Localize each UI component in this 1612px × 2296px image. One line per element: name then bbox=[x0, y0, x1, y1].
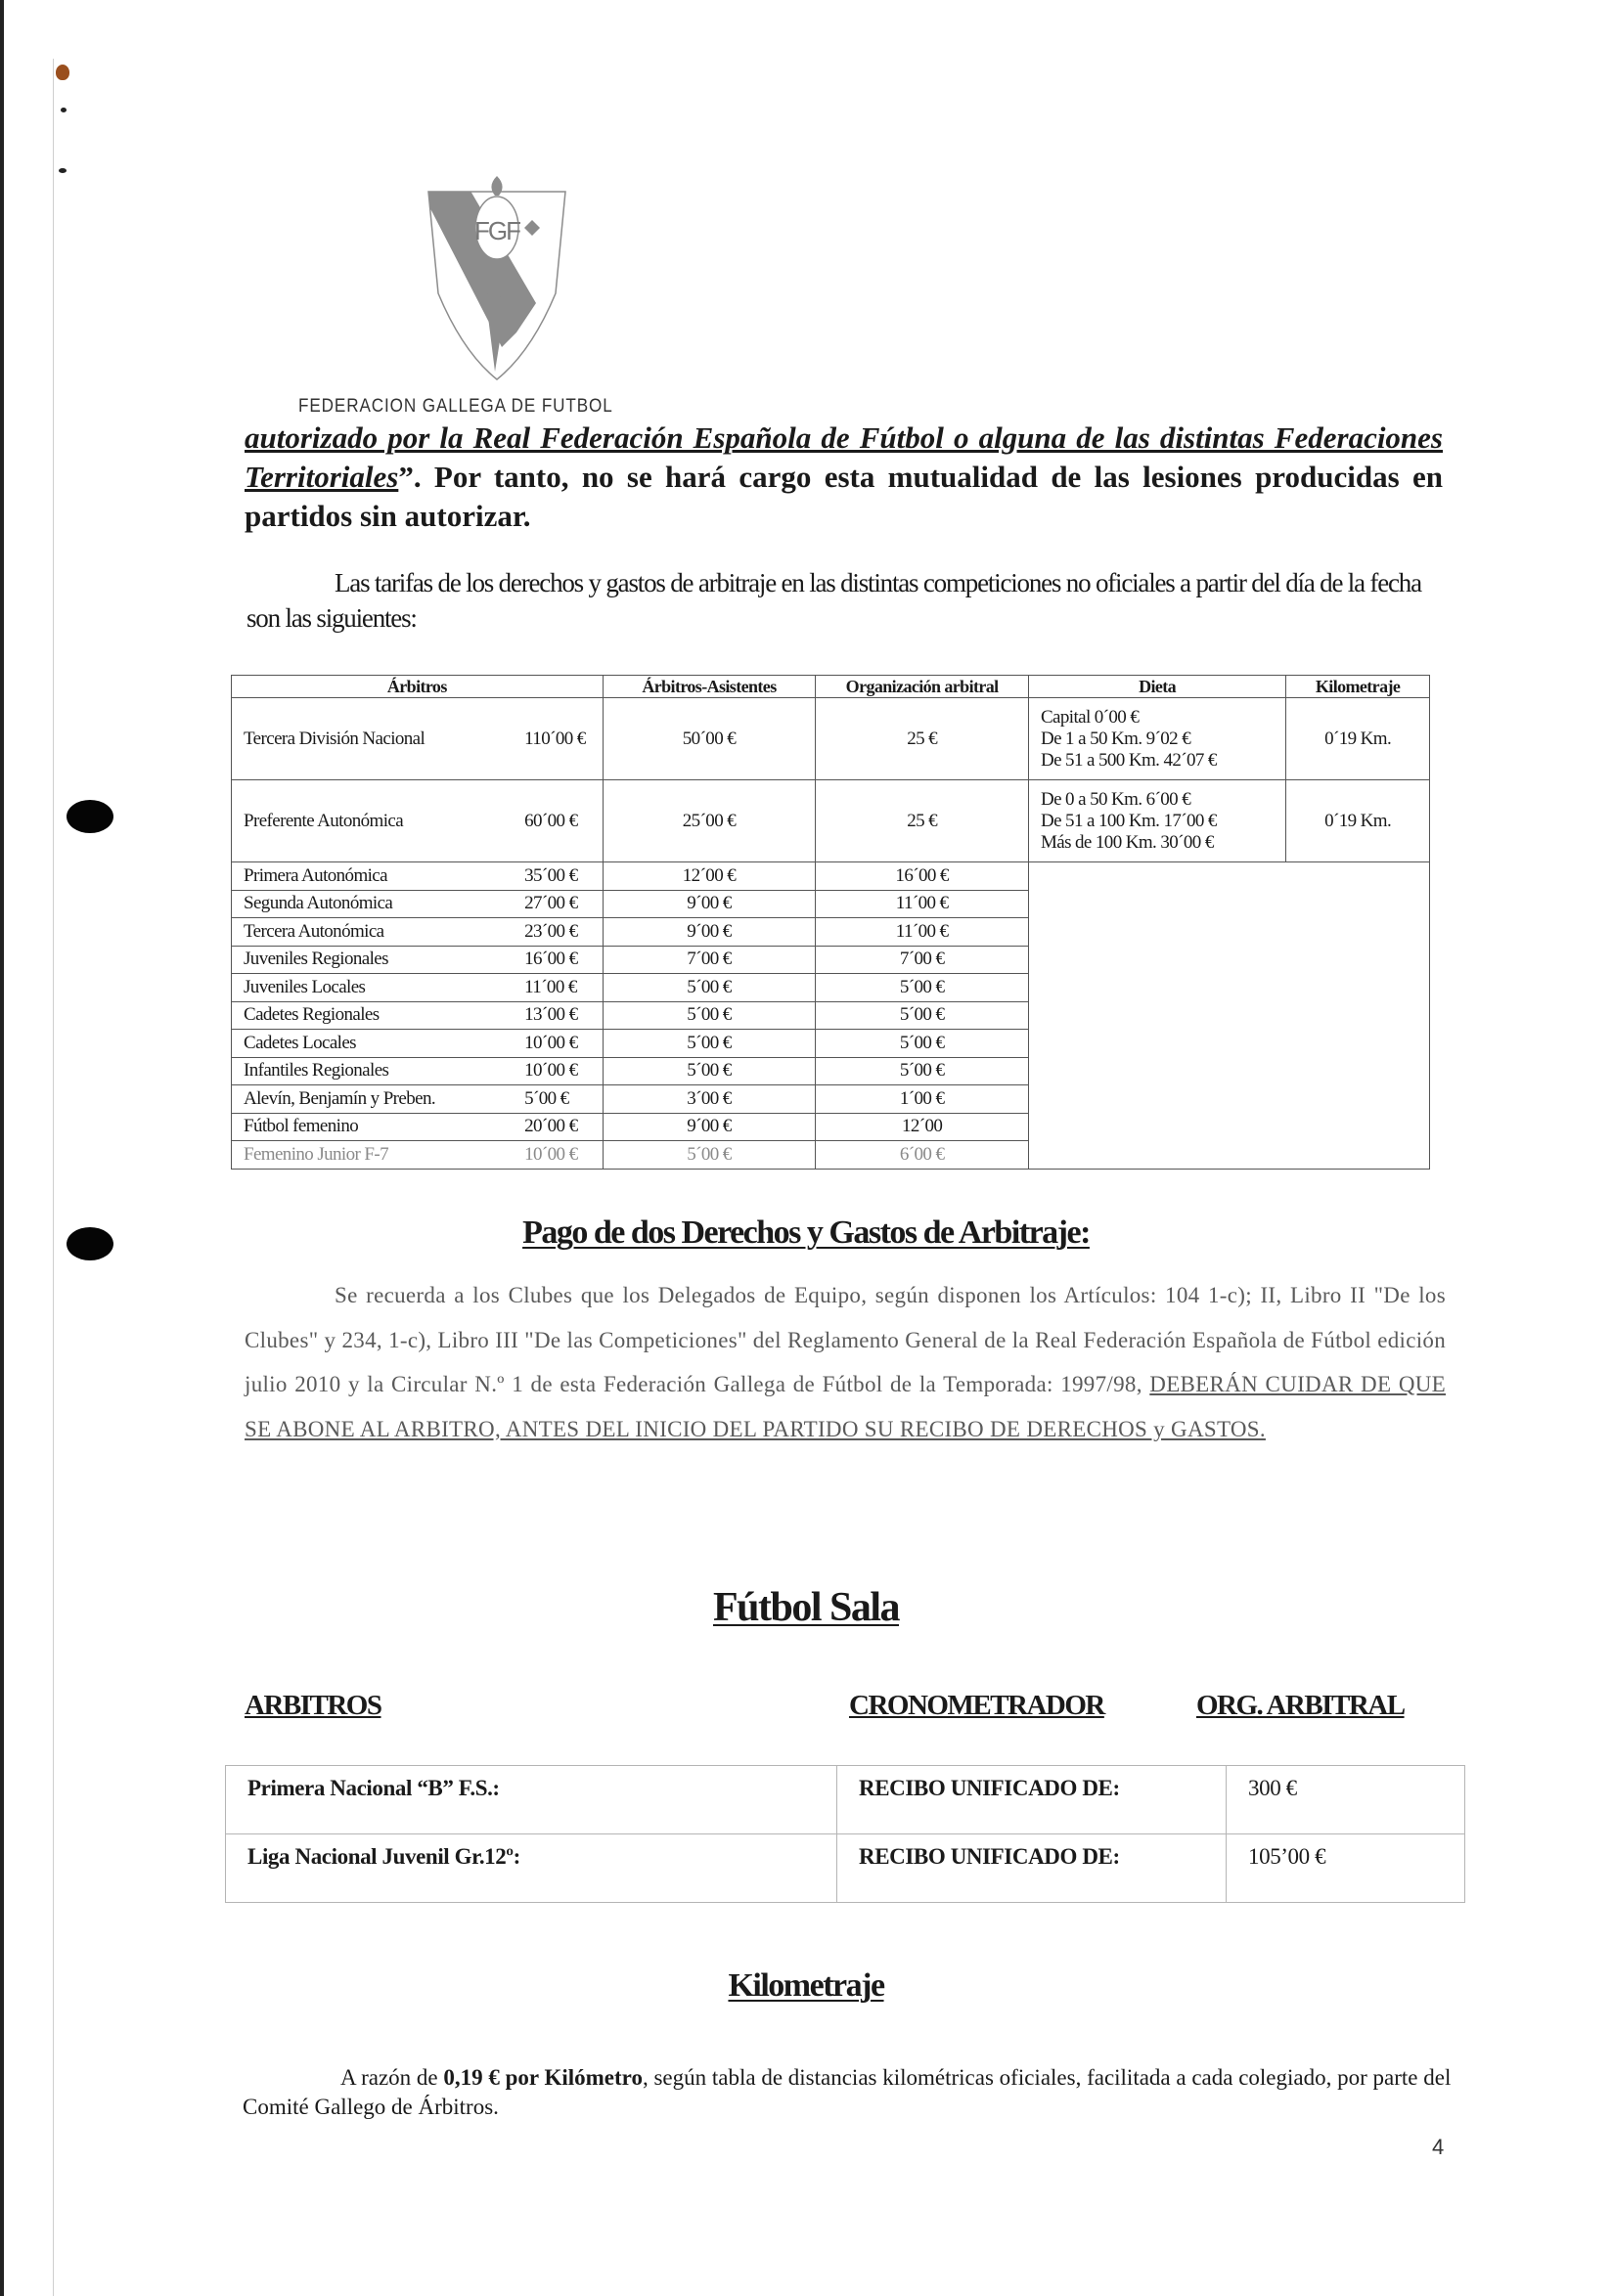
cell-arbitros: 35´00 € bbox=[518, 862, 603, 891]
cell-category: Tercera Autonómica bbox=[232, 918, 519, 947]
cell-competition: Primera Nacional “B” F.S.: bbox=[226, 1766, 837, 1834]
cell-organizacion: 1´00 € bbox=[816, 1085, 1029, 1114]
km-text-bold: 0,19 € por Kilómetro bbox=[443, 2065, 643, 2090]
fold-line bbox=[53, 59, 54, 2296]
table-header-row bbox=[232, 676, 1430, 698]
cell-amount: 300 € bbox=[1227, 1766, 1465, 1834]
col-org-arbitral: ORG. ARBITRAL bbox=[1196, 1690, 1405, 1721]
stain-mark bbox=[56, 65, 69, 80]
cell-category: Infantiles Regionales bbox=[232, 1057, 519, 1085]
futbol-sala-heading: Fútbol Sala bbox=[712, 1585, 900, 1630]
kilometraje-paragraph bbox=[243, 2063, 1455, 2122]
tarifas-paragraph bbox=[246, 565, 1440, 636]
empty-dieta-km-area bbox=[1028, 862, 1429, 1170]
dieta-line: De 51 a 100 Km. 17´00 € bbox=[1040, 810, 1217, 831]
col-cronometrador: CRONOMETRADOR bbox=[849, 1690, 1104, 1721]
table-row bbox=[232, 698, 1430, 780]
cell-arbitros: 11´00 € bbox=[518, 974, 603, 1002]
cell-asistentes: 9´00 € bbox=[603, 1113, 816, 1141]
km-text-before: A razón de bbox=[340, 2065, 444, 2090]
cell-arbitros: 20´00 € bbox=[518, 1113, 603, 1141]
cell-arbitros: 10´00 € bbox=[518, 1030, 603, 1058]
cell-kilometraje: 0´19 Km. bbox=[1286, 780, 1430, 862]
cell-organizacion: 6´00 € bbox=[816, 1141, 1029, 1170]
cell-organizacion: 7´00 € bbox=[816, 946, 1029, 974]
cell-organizacion: 11´00 € bbox=[816, 890, 1029, 918]
intro-underlined: autorizado por la Real Federación Española de Fútbol o alguna de las distintas Federaciones Territoriales bbox=[245, 420, 1443, 494]
cell-asistentes: 7´00 € bbox=[603, 946, 816, 974]
cell-label: RECIBO UNIFICADO DE: bbox=[837, 1766, 1227, 1834]
km-text-after: , según tabla de distancias kilométricas oficiales, facilitada a cada colegiado, por parte del Comité Gallego de Árbitros. bbox=[243, 2065, 1452, 2119]
header-arbitros: Árbitros bbox=[232, 676, 604, 698]
header-dieta: Dieta bbox=[1028, 676, 1285, 698]
cell-arbitros: 110´00 € bbox=[518, 698, 603, 780]
cell-competition: Liga Nacional Juvenil Gr.12º: bbox=[226, 1834, 837, 1903]
table-row bbox=[226, 1834, 1465, 1903]
cell-organizacion: 11´00 € bbox=[816, 918, 1029, 947]
cell-organizacion: 5´00 € bbox=[816, 1057, 1029, 1085]
dieta-line: De 0 a 50 Km. 6´00 € bbox=[1040, 788, 1191, 810]
cell-category: Preferente Autonómica bbox=[232, 780, 519, 862]
cell-category: Alevín, Benjamín y Preben. bbox=[232, 1085, 519, 1114]
cell-arbitros: 60´00 € bbox=[518, 780, 603, 862]
speck bbox=[61, 108, 67, 112]
header-kilometraje: Kilometraje bbox=[1286, 676, 1430, 698]
futbol-sala-table bbox=[225, 1765, 1465, 1903]
cell-asistentes: 50´00 € bbox=[603, 698, 816, 780]
cell-category: Fútbol femenino bbox=[232, 1113, 519, 1141]
intro-rest: ”. Por tanto, no se hará cargo esta mutualidad de las lesiones producidas en partidos sin autorizar. bbox=[245, 460, 1443, 533]
cell-dieta bbox=[1028, 780, 1285, 862]
table-row bbox=[232, 862, 1430, 891]
cell-arbitros: 27´00 € bbox=[518, 890, 603, 918]
cell-asistentes: 5´00 € bbox=[603, 1141, 816, 1170]
header-organizacion: Organización arbitral bbox=[816, 676, 1029, 698]
cell-dieta bbox=[1028, 698, 1285, 780]
scan-left-edge bbox=[0, 0, 4, 2296]
cell-arbitros: 10´00 € bbox=[518, 1141, 603, 1170]
fgf-logo-icon bbox=[409, 176, 585, 381]
org-name: FEDERACION GALLEGA DE FUTBOL bbox=[298, 396, 613, 417]
punch-hole-top bbox=[67, 800, 113, 833]
cell-category: Cadetes Regionales bbox=[232, 1001, 519, 1030]
page-number: 4 bbox=[1432, 2135, 1445, 2159]
cell-organizacion: 5´00 € bbox=[816, 974, 1029, 1002]
cell-asistentes: 9´00 € bbox=[603, 890, 816, 918]
pago-heading: Pago de dos Derechos y Gastos de Arbitraje: bbox=[522, 1214, 1090, 1251]
cell-category: Cadetes Locales bbox=[232, 1030, 519, 1058]
cell-organizacion: 5´00 € bbox=[816, 1030, 1029, 1058]
cell-asistentes: 5´00 € bbox=[603, 1030, 816, 1058]
cell-category: Tercera División Nacional bbox=[232, 698, 519, 780]
intro-paragraph bbox=[245, 419, 1443, 536]
dieta-line: De 51 a 500 Km. 42´07 € bbox=[1040, 749, 1217, 771]
cell-kilometraje: 0´19 Km. bbox=[1286, 698, 1430, 780]
cell-asistentes: 9´00 € bbox=[603, 918, 816, 947]
dieta-line: Más de 100 Km. 30´00 € bbox=[1040, 831, 1214, 853]
cell-arbitros: 5´00 € bbox=[518, 1085, 603, 1114]
cell-category: Primera Autonómica bbox=[232, 862, 519, 891]
header-asistentes: Árbitros-Asistentes bbox=[603, 676, 816, 698]
cell-arbitros: 10´00 € bbox=[518, 1057, 603, 1085]
cell-asistentes: 3´00 € bbox=[603, 1085, 816, 1114]
table-row bbox=[232, 780, 1430, 862]
cell-organizacion: 25 € bbox=[816, 780, 1029, 862]
rates-table bbox=[231, 675, 1430, 1170]
cell-arbitros: 13´00 € bbox=[518, 1001, 603, 1030]
speck bbox=[59, 168, 67, 173]
cell-category: Femenino Junior F-7 bbox=[232, 1141, 519, 1170]
cell-arbitros: 16´00 € bbox=[518, 946, 603, 974]
cell-amount: 105’00 € bbox=[1227, 1834, 1465, 1903]
pago-underlined: DEBERÁN CUIDAR DE QUE SE ABONE AL ARBITRO, ANTES DEL INICIO DEL PARTIDO SU RECIBO DE DERECHOS y GASTOS. bbox=[245, 1372, 1446, 1441]
cell-asistentes: 12´00 € bbox=[603, 862, 816, 891]
dieta-line: De 1 a 50 Km. 9´02 € bbox=[1040, 728, 1191, 749]
kilometraje-heading: Kilometraje bbox=[728, 1967, 884, 2004]
cell-organizacion: 5´00 € bbox=[816, 1001, 1029, 1030]
col-arbitros: ARBITROS bbox=[245, 1690, 381, 1721]
pago-paragraph bbox=[245, 1273, 1446, 1451]
tarifas-text: Las tarifas de los derechos y gastos de arbitraje en las distintas competiciones no oficiales a partir del día de la fecha son las siguientes: bbox=[246, 568, 1421, 633]
cell-asistentes: 5´00 € bbox=[603, 974, 816, 1002]
cell-category: Segunda Autonómica bbox=[232, 890, 519, 918]
cell-asistentes: 5´00 € bbox=[603, 1057, 816, 1085]
table-row bbox=[226, 1766, 1465, 1834]
pago-text: Se recuerda a los Clubes que los Delegados de Equipo, según disponen los Artículos: 104 1-c); II, Libro II "De los Clubes" y 234, 1-c), Libro III "De las Competiciones" del Reglamento General de la Real Federación Española de Fútbol edición julio 2010 y la Circular N.º 1 de esta Federación Gallega de Fútbol de la Temporada: 1997/98, bbox=[245, 1283, 1446, 1396]
svg-text:FGF: FGF bbox=[474, 216, 519, 245]
cell-asistentes: 5´00 € bbox=[603, 1001, 816, 1030]
dieta-line: Capital 0´00 € bbox=[1040, 706, 1140, 728]
cell-organizacion: 25 € bbox=[816, 698, 1029, 780]
cell-arbitros: 23´00 € bbox=[518, 918, 603, 947]
cell-organizacion: 12´00 bbox=[816, 1113, 1029, 1141]
cell-organizacion: 16´00 € bbox=[816, 862, 1029, 891]
cell-label: RECIBO UNIFICADO DE: bbox=[837, 1834, 1227, 1903]
cell-asistentes: 25´00 € bbox=[603, 780, 816, 862]
cell-category: Juveniles Locales bbox=[232, 974, 519, 1002]
cell-category: Juveniles Regionales bbox=[232, 946, 519, 974]
